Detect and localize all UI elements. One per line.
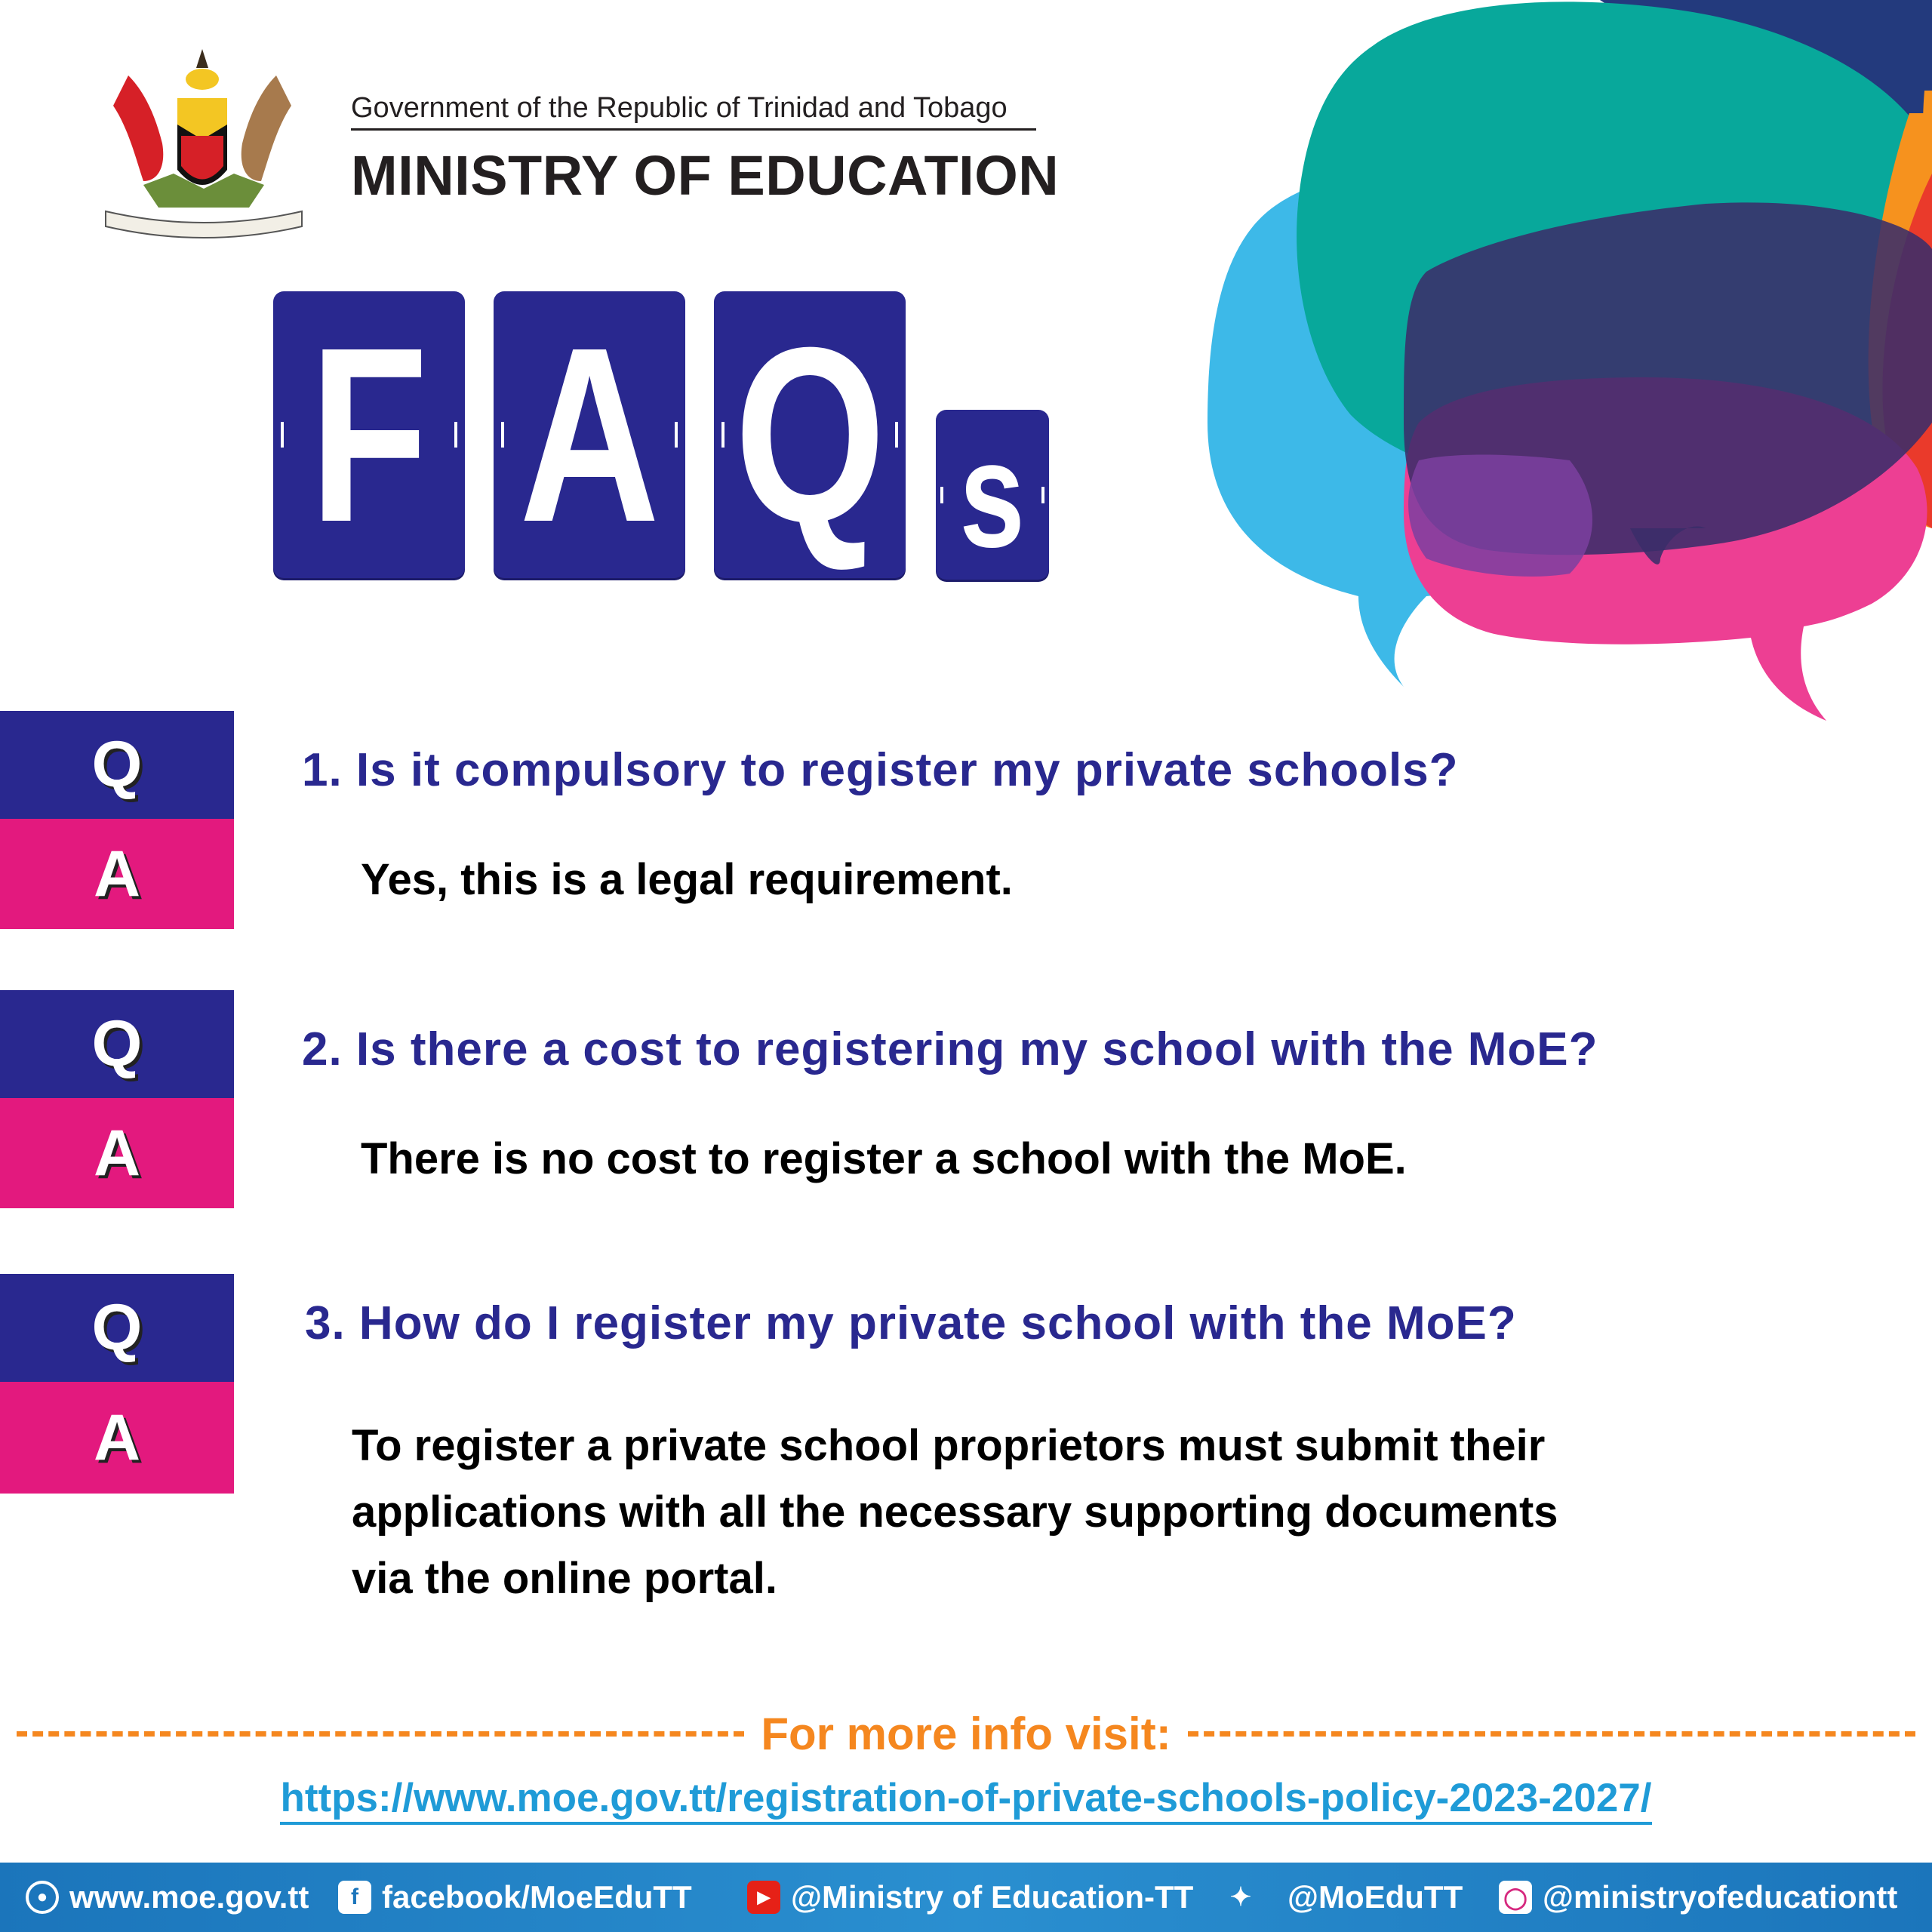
tile-letter: A: [519, 295, 660, 574]
answer-line: via the online portal.: [352, 1554, 777, 1603]
more-info-label: For more info visit:: [761, 1708, 1171, 1759]
faq-answer-3: [352, 1413, 1861, 1612]
faq-tile-a: [494, 291, 685, 578]
faq-tile-s: [936, 410, 1049, 580]
faq-answer-1: Yes, this is a legal requirement.: [361, 855, 1013, 904]
facebook-icon: f: [338, 1881, 371, 1914]
question-label: Q: [0, 990, 234, 1098]
twitter-icon: ✦: [1229, 1883, 1252, 1912]
instagram-link[interactable]: ◯ @ministryofeducationtt: [1499, 1876, 1897, 1918]
dashed-divider-right: [1188, 1731, 1915, 1737]
tile-letter: s: [959, 410, 1026, 579]
faq-tile-q: [714, 291, 906, 578]
faq-question-1: 1. Is it compulsory to register my private schools?: [302, 744, 1459, 796]
more-info-row: [0, 1707, 1932, 1760]
twitter-link[interactable]: ✦ @MoEduTT: [1224, 1876, 1463, 1918]
answer-line: To register a private school proprietors must submit their: [352, 1421, 1546, 1470]
speech-bubbles-graphic: [1177, 0, 1932, 740]
youtube-link[interactable]: ▶ @Ministry of Education-TT: [747, 1876, 1193, 1918]
answer-line: applications with all the necessary supporting documents: [352, 1487, 1558, 1537]
faq-answer-2: There is no cost to register a school with the MoE.: [361, 1134, 1407, 1183]
government-title: Government of the Republic of Trinidad and Tobago: [351, 92, 1008, 124]
tile-letter: Q: [734, 295, 886, 574]
question-label: Q: [0, 1274, 234, 1382]
faq-question-2: 2. Is there a cost to registering my school with the MoE?: [302, 1023, 1598, 1075]
answer-label: A: [0, 1382, 234, 1494]
dashed-divider-left: [17, 1731, 744, 1737]
question-label: Q: [0, 711, 234, 819]
ministry-title: MINISTRY OF EDUCATION: [351, 144, 1060, 207]
faq-tile-f: [273, 291, 465, 578]
youtube-icon: ▶: [747, 1881, 780, 1914]
coat-of-arms-logo: [98, 45, 309, 242]
policy-link[interactable]: https://www.moe.gov.tt/registration-of-private-schools-policy-2023-2027/: [0, 1775, 1932, 1821]
website-link[interactable]: ● www.moe.gov.tt: [26, 1876, 309, 1918]
tile-letter: F: [309, 295, 429, 574]
globe-icon: ●: [26, 1881, 59, 1914]
header-divider: [351, 128, 1036, 131]
facebook-link[interactable]: f facebook/MoeEduTT: [338, 1876, 692, 1918]
answer-label: A: [0, 1098, 234, 1208]
instagram-icon: ◯: [1499, 1881, 1532, 1914]
answer-label: A: [0, 819, 234, 929]
faq-question-3: 3. How do I register my private school with the MoE?: [305, 1297, 1517, 1349]
